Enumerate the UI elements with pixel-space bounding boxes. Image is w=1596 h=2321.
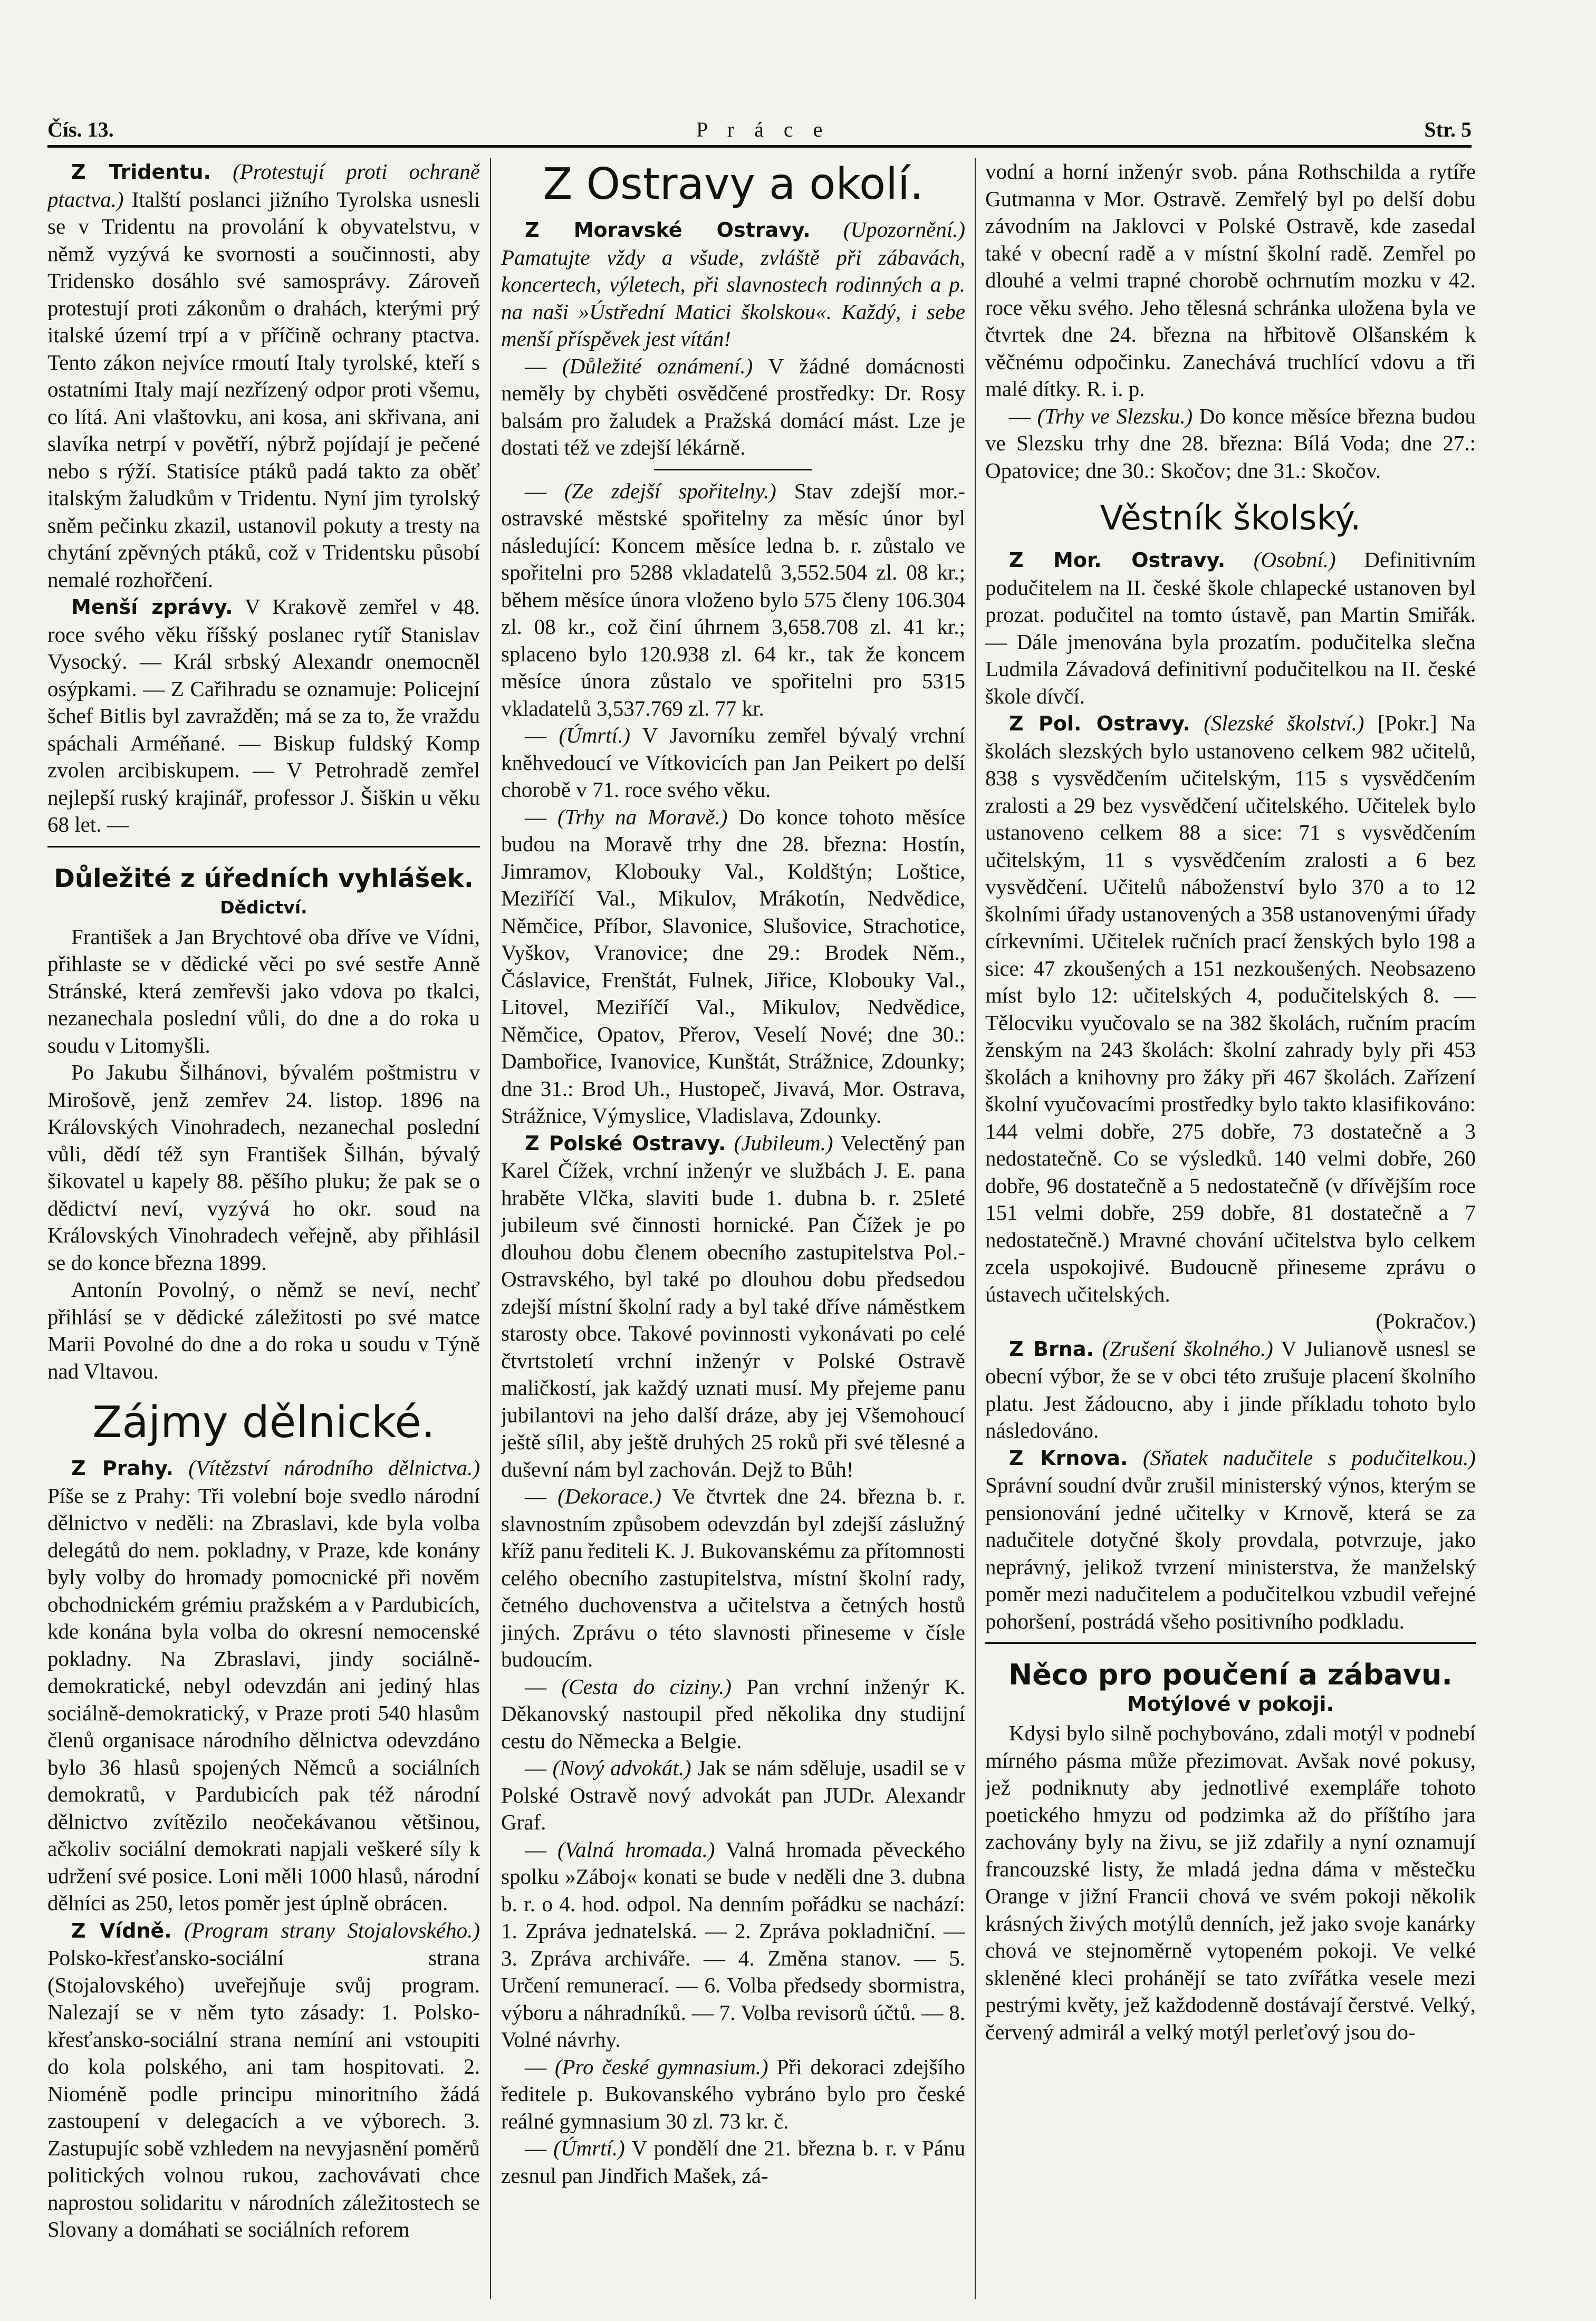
article-subtitle: (Vítězství národního dělnictva.) [188,1456,480,1480]
article-lead: Z Pol. Ostravy. [1009,712,1190,735]
page-number: Str. 5 [1424,118,1472,141]
article-subtitle: (Sňatek nadučitele s podučitelkou.) [1142,1445,1476,1470]
column-2 [501,158,965,2299]
page-header [47,113,1472,148]
article-text: [Pokr.] Na školách slezských bylo ustanoveno celkem 982 učitelů, 838 s vysvědčením učitelským, 115 s vysvědčením zralosti a 29 bez vysvědčení učitelského. Učitelek bylo ustanoveno celkem 88 a sice: 71 s vysvědčením učitelským, 11 s vysvědčením zralosti a 6 bez vysvědčení. Učitelů náboženství bylo 370 a to 12 školními úřady ustanovených a 358 ustanovenými úřady církevními. Učitelek ručních prací ženských bylo 198 a sice: 47 zkoušených a 151 nezkoušených. Neobsazeno míst bylo 12: učitelských 4, podučitelských 8. — Tělocviku vyučovalo se na 382 školách, ručním pracím ženským na 243 školách: školní zahrady byly při 453 školách a knihovny pro žáky při 467 školách. Zařízení školní vyučovacími prostředky bylo takto klasifikováno: 144 velmi dobře, 275 dobře, 73 dostatečně a 3 nedostatečně. Co se výsledků. 140 velmi dobře, 260 dobře, 96 dostatečně a 5 nedostatečně (v dřívějším roce 151 velmi dobře, 259 dobře, 81 dostatečně a 7 nedostatečně.) Mravné chování učitelstva bylo celkem zcela uspokojivé. Budoucně přineseme zprávu o ústavech učitelských. [985,711,1476,1306]
article-text: V Krakově zemřel v 48. roce svého věku říšský poslanec rytíř Stanislav Vysocký. — Král srbský Alexandr onemocněl osýpkami. — Z Cařihradu se oznamuje: Policejní šchef Bitlis byl zavražděn; má se za to, že vraždu spáchali Arméňané. — Biskup fuldský Komp zvolen arcibiskupem. — V Petrohradě zemřel nejlepší ruský krajinář, professor J. Šiškin u věku 68 let. — [47,594,480,836]
article-trhy: — (Trhy na Moravě.) Do konce tohoto měsíce budou na Moravě trhy dne 28. března: Hostín, Jimramov, Klobouky Val., Koldštýn; Loštice, Meziříčí Val., Mikulov, Mrákotín, Nedvědice, Němčice, Příbor, Slavonice, Slušovice, Strachotice, Vyškov, Vranovice; dne 29.: Brodek Něm., Čáslavice, Frenštát, Fulnek, Jiřice, Klobouky Val., Litovel, Meziříčí Val., Mikulov, Nedvědice, Němčice, Opatov, Přerov, Veselí Nové; dne 30.: Dambořice, Ivanovice, Kunštát, Strážnice, Zdounky; dne 31.: Brod Uh., Hustopeč, Jivavá, Mor. Ostrava, Strážnice, Výmyslice, Vladislava, Zdounky. [501,804,965,1128]
column-rule [490,158,491,2299]
article-lead: Z Mor. Ostravy. [1009,548,1226,572]
article-subtitle: (Ze zdejší spořitelny.) [564,478,776,503]
article-oznameni: — (Důležité oznámení.) V žádné domácnosti neměly by chyběti osvědčené prostředky: Dr. Rosy balsám pro žaludek a Pražská domácí mást. Lze je dostati též ve zdejší lékárně. [501,353,965,459]
article-subtitle: (Osobní.) [1253,547,1336,572]
article-tridentu [47,158,480,593]
article-lead: Z Tridentu. [71,160,211,184]
article-text: Velectěný pan Karel Čížek, vrchní inženýr ve službách J. E. pana hraběte Vlčka, slaviti bude 1. dubna b. r. 25leté jubileum své činnosti hornické. Pan Čížek je po dlouhou dobu členem obecního zastupitelstva Pol.-Ostravského, byl také po dlouhou dobu předsedou zdejší místní školní rady a byl také dříve náměstkem starosty obce. Takové povinnosti vykonávati po celé čtvrtstoletí vrchní inženýr v Polské Ostravě maličkostí, jak každý uznati musí. My přejeme panu jubilantovi na jeho další dráze, aby jej Všemohoucí ještě sílil, aby ještě druhých 25 roků při své tělesné a duševní nám byl zachován. Dejž to Bůh! [501,1130,965,1481]
article-text: Jak se nám sděluje, usadil se v Polské Ostravě nový advokát pan JUDr. Alexandr Graf. [501,1756,965,1834]
article-subtitle: (Program strany Stojalovského.) [184,1918,480,1942]
article-trhy-slezsko: — (Trhy ve Slezsku.) Do konce měsíce března budou ve Slezsku trhy dne 28. března: Bílá Voda; dne 27.: Opatovice; dne 30.: Skočov; dne 31.: Skočov. [985,403,1476,483]
article-mor-ostravy-skol [985,546,1476,710]
article-subtitle: (Úmrtí.) [559,723,630,747]
column-3 [985,158,1476,2299]
article-subtitle: (Důležité oznámení.) [562,353,753,378]
article-text: Do konce tohoto měsíce budou na Moravě trhy dne 28. března: Hostín, Jimramov, Klobouky Val., Koldštýn; Loštice, Meziříčí Val., Mikulov, Mrákotín, Nedvědice, Němčice, Příbor, Slavonice, Slušovice, Strachotice, Vyškov, Vranovice; dne 29.: Brodek Něm., Čáslavice, Frenštát, Fulnek, Jiřice, Klobouky Val., Litovel, Meziříčí Val., Mikulov, Nedvědice, Němčice, Opatov, Přerov, Veselí Nové; dne 30.: Dambořice, Ivanovice, Kunštát, Strážnice, Zdounky; dne 31.: Brod Uh., Hustopeč, Jivavá, Mor. Ostrava, Strážnice, Výmyslice, Vladislava, Zdounky. [501,804,965,1128]
article-umrti-2: — (Úmrtí.) V pondělí dne 21. března b. r. v Pánu zesnul pan Jindřich Mašek, zá- [501,2136,965,2188]
paragraph: Antonín Povolný, o němž se neví, nechť přihlásí se v dědické záležitosti po své matce Marii Povolné do dne a do roka u soudu v Týně nad Vltavou. [47,1277,480,1383]
section-heading-uredni: Důležité z úředních vyhlášek. [54,863,474,893]
issue-number: Čís. 13. [47,118,114,141]
article-mor-ostravy [501,216,965,353]
divider [654,469,812,470]
paragraph: Kdysi bylo silně pochybováno, zdali motýl v podnebí mírného pásma může přezimovat. Avšak nové pokusy, jež podniknuty aby jednotlivé exempláře tohoto poetického hmyzu od podzimka až do příštího jara zachovány byly na živu, se již zdařily a nyní oznamují francouzské listy, že mladá jedna dáma v městečku Orange v jižní Francii chová ve svém pokoji několik krásných živých motýlů denních, jež jako svoje kanárky chová ve stejnoměrně vytopeném pokoji. Ve velké skleněné kleci prohánějí se tato zvířátka vesele mezi pestrými květy, jež každodenně dostávají čerstvé. Velký, červený admirál a velký motýl perleťový jsou do- [985,1721,1476,2044]
article-text: (Upozornění.) Pamatujte vždy a všude, zvláště při zábavách, koncertech, výletech, při slavnostech rodinných a p. na naši »Ústřední Matici školskou«. Každý, i sebe menší příspěvek jest vítán! [501,217,965,351]
article-lead: Menší zprávy. [71,595,233,619]
paragraph: Po Jakubu Šilhánovi, bývalém poštmistru v Mirošově, jenž zemřev 24. listop. 1896 na Královských Vinohradech, nezanechal poslední vůli, dědí též syn František Šilhán, bývalý šikovatel u kapely 88. pěšího pluku; že pak se o dědictví neví, vyzývá ho okr. soud na Královských Vinohradech veřejně, aby přihlásil se do konce března 1899. [47,1060,480,1275]
article-text: Při dekoraci zdejšího ředitele p. Bukovanského vybráno bylo pro české reálné gymnasium 30 zl. 73 kr. č. [501,2054,965,2133]
continued-note: (Pokračov.) [1376,1309,1476,1333]
article-lead: Z Moravské Ostravy. [525,218,811,242]
paragraph: František a Jan Brychtové oba dříve ve Vídni, přihlaste se v dědické věci po své sestře Anně Stránské, která zemřevši jako vdova po tkalci, nezanechala poslední vůli, do dne a do roka u soudu v Litomyšli. [47,924,480,1057]
article-cesta: — (Cesta do ciziny.) Pan vrchní inženýr K. Děkanovský nastoupil před několika dny studijní cestu do Německa a Belgie. [501,1674,965,1753]
article-subtitle: (Valná hromada.) [557,1837,715,1862]
article-text: V Julianově usnesl se obecní výbor, že se v obci této zrušuje placení školního platu. Jest žádoucno, aby i jinde příkladu tohoto bylo následováno. [985,1336,1476,1442]
column-1 [47,158,480,2299]
article-brna [985,1335,1476,1444]
article-mensi-zpravy [47,593,480,839]
subheading-dedictvi: Dědictví. [220,897,307,918]
article-text: Správní soudní dvůr zrušil ministerský výnos, kterým se pensionování jedné učitelky v Krnově, která se za nadučitele dotyčné školy provdala, potvrzuje, jako neprávný, jelikož tvrzení ministerstva, že manželský poměr mezi nadučitelem a podučitelkou vzbudil veřejné pohoršení, postrádá všeho positivního podkladu. [985,1473,1476,1633]
article-polske-ostravy [501,1130,965,1484]
column-rule [975,158,976,2299]
article-umrti: — (Úmrtí.) V Javorníku zemřel bývalý vrchní kněhvedoucí ve Vítkovicích pan Jan Peikert po delší chorobě v 71. roce svého věku. [501,723,965,802]
article-text: Stav zdejší mor.-ostravské městské spořitelny za měsíc únor byl následující: Koncem měsíce ledna b. r. zůstalo ve spořitelni pro 5288 vkladatelů 3,552.504 zl. 08 kr.; během měsíce února vloženo bylo 575 členy 106.304 zl. 08 kr., což činí úhrnem 3,658.708 zl. 41 kr.; splaceno bylo 120.938 zl. 64 kr., tak že koncem měsíce února zůstalo ve spořitelni pro 5315 vkladatelů 3,537.769 zl. 77 kr. [501,478,965,720]
article-subtitle: (Protestují proti ochraně ptactva.) [47,159,480,211]
paper-title: P r á c e [696,118,830,141]
section-heading-neco: Něco pro poučení a zábavu. [1008,1658,1453,1691]
article-text: Polsko-křesťansko-sociální strana (Stojalovského) uveřejňuje svůj program. Nalezají se v něm tyto zásady: 1. Polsko-křesťansko-sociální strana nemíní ani vstoupiti do kola polského, ani tam hospitovati. 2. Nioméně podle principu minoritního žádá zastoupení v delegacích a ve výborech. 3. Zastupujíc sobě vzhledem na nevyjasnění poměrů politických volnou rukou, zachovávati chce naprostou solidaritu v národních záležitostech se Slovany a domáhati se sociálních reforem [47,1946,480,2241]
divider [47,846,480,847]
article-subtitle: (Zrušení školného.) [1102,1336,1273,1361]
article-subtitle: (Dekorace.) [557,1484,661,1508]
article-lead: Z Brna. [1009,1337,1094,1361]
article-subtitle: (Nový advokát.) [552,1756,691,1780]
article-text: Italští poslanci jižního Tyrolska usnesli se v Tridentu na provolání k obyvatelstvu, v němž vyzývá ke svornosti a součinnosti, aby Tridensko dosáhlo své samosprávy. Zároveň protestují proti zákonům o drahách, kterými prý italské území trpí a v příčině ochrany ptactva. Tento zákon nejvíce rmoutí Italy tyrolské, kteří s ostatními Italy mají nezřízený odpor proti všemu, co lítá. Ani vlaštovku, ani kosa, ani skřivana, ani slavíka netrpí v povětří, nýbrž pojídají je pečené nebo s rýží. Statisíce ptáků padá takto za oběť italským žaludkům v Tridentu. Nyní jim tyrolský sněm pečinku zkazil, ustanovil pokuty a tresty na chytání zpěvných ptáků, což v Tridentsku působí nemalé rozhořčení. [47,187,480,592]
section-heading-ostrava: Z Ostravy a okolí. [543,159,924,209]
article-vidne [47,1917,480,2243]
article-sporitelna: — (Ze zdejší spořitelny.) Stav zdejší mor.-ostravské městské spořitelny za měsíc únor byl následující: Koncem měsíce ledna b. r. zůstalo ve spořitelni pro 5288 vkladatelů 3,552.504 zl. 08 kr.; během měsíce února vloženo bylo 575 členy 106.304 zl. 08 kr., což činí úhrnem 3,658.708 zl. 41 kr.; splaceno bylo 120.938 zl. 64 kr., tak že koncem měsíce února zůstalo ve spořitelni pro 5315 vkladatelů 3,537.769 zl. 77 kr. [501,478,965,720]
article-lead: Z Krnova. [1009,1446,1128,1470]
article-lead: Z Vídně. [71,1919,172,1942]
article-gymnasium: — (Pro české gymnasium.) Při dekoraci zdejšího ředitele p. Bukovanského vybráno bylo pro české reálné gymnasium 30 zl. 73 kr. č. [501,2054,965,2133]
article-dekorace: — (Dekorace.) Ve čtvrtek dne 24. března b. r. slavnostním způsobem odevzdán byl zdejší záslužný kříž panu řediteli K. J. Bukovanskému za přítomnosti celého obecního zastupitelstva, místní školní rady, četného duchovenstva a učitelstva a četných hostů jiných. Zprávu o této slavnosti přineseme v čísle budoucím. [501,1484,965,1671]
paragraph-continued: vodní a horní inženýr svob. pána Rothschilda a rytíře Gutmanna v Mor. Ostravě. Zemřelý byl po delší dobu závodním na Jaklovci v Polské Ostravě, kde zasedal také v obecní radě a v místní školní radě. Zemřel po dlouhé a velmi trapné chorobě ochrnutím mozku v 42. roce věku svého. Jeho tělesná schránka uložena byla ve čtvrtek dne 24. března na hřbitově Olšanském k věčnému odpočinku. Zanechává truchlící vdovu a tři malé dítky. R. i. p. [985,159,1476,401]
article-text: Definitivním podučitelem na II. české škole chlapecké ustanoven byl prozat. podučitel na tomto ústavě, pan Martin Smiřák. — Dále jmenována byla prozatím. podučitelka slečna Ludmila Závadová definitivní podučitelkou na II. české škole dívčí. [985,547,1476,708]
article-prahy [47,1455,480,1917]
article-subtitle: (Úmrtí.) [553,2136,625,2160]
article-subtitle: (Pro české gymnasium.) [554,2054,768,2079]
article-text: V žádné domácnosti neměly by chyběti osvědčené prostředky: Dr. Rosy balsám pro žaludek a Pražská domácí mást. Lze je dostati též ve zdejší lékárně. [501,353,965,459]
article-text: V Javorníku zemřel bývalý vrchní kněhvedoucí ve Vítkovicích pan Jan Peikert po delší chorobě v 71. roce svého věku. [501,723,965,802]
subheading-motyl: Motýlové v pokoji. [1127,1692,1334,1716]
section-heading-vestnik: Věstník školský. [1100,499,1361,538]
article-lead: Z Prahy. [71,1457,174,1480]
article-pol-ostravy-skol [985,710,1476,1308]
article-valna-hromada: — (Valná hromada.) Valná hromada pěveckého spolku »Záboj« konati se bude v neděli dne 3. dubna b. r. o 4. hod. odpol. Na denním pořádku se nachází: 1. Zpráva jednatelská. — 2. Zpráva pokladniční. — 3. Zpráva archiváře. — 4. Změna stanov. — 5. Určení remunerací. — 6. Volba předsedy sbormistra, výboru a náhradníků. — 7. Volba revisorů účtů. — 8. Volné návrhy. [501,1837,965,2052]
article-text: Píše se z Prahy: Tři volební boje svedlo národní dělnictvo v neděli: na Zbraslavi, kde byla volba delegátů do nem. pokladny, v Praze, kde konány byly volby do hromady pomocnické při nověm obchodnickém grémiu pražském a v Pardubicích, kde konána byla volba do okresní nemocenské pokladny. Na Zbraslavi, jindy sociálně-demokratické, nebyl odevzdán ani jediný hlas sociálně-demokratický, v Praze proti 540 hlasům členů organisace národního dělnictva odevzdáno bylo 36 hlasů spojených Němců a sociálních demokratů, v Pardubicích pak též národní dělnictvo zvítězilo neočekávanou většinou, ačkoliv sociální demokrati napjali veškeré síly k udržení své posice. Loni měli 1000 hlasů, národní dělníci as 250, letos poměr jest úplně obrácen. [47,1483,480,1915]
article-text: V pondělí dne 21. března b. r. v Pánu zesnul pan Jindřich Mašek, zá- [501,2136,965,2188]
article-krnova [985,1444,1476,1635]
article-subtitle: (Trhy na Moravě.) [557,804,728,829]
divider [985,1642,1476,1644]
article-text: Pan vrchní inženýr K. Děkanovský nastoupil před několika dny studijní cestu do Německa a Belgie. [501,1674,965,1753]
article-lead: Z Polské Ostravy. [525,1131,726,1155]
section-heading-zajmy: Zájmy dělnické. [92,1398,435,1448]
article-subtitle: (Slezské školství.) [1204,711,1364,735]
article-advokat: — (Nový advokát.) Jak se nám sděluje, usadil se v Polské Ostravě nový advokát pan JUDr. Alexandr Graf. [501,1756,965,1834]
article-subtitle: (Cesta do ciziny.) [561,1674,732,1699]
article-text: Valná hromada pěveckého spolku »Záboj« konati se bude v neděli dne 3. dubna b. r. o 4. hod. odpol. Na denním pořádku se nachází: 1. Zpráva jednatelská. — 2. Zpráva pokladniční. — 3. Zpráva archiváře. — 4. Změna stanov. — 5. Určení remunerací. — 6. Volba předsedy sbormistra, výboru a náhradníků. — 7. Volba revisorů účtů. — 8. Volné návrhy. [501,1837,965,2052]
article-subtitle: (Jubileum.) [734,1130,833,1155]
article-text: Do konce měsíce března budou ve Slezsku trhy dne 28. března: Bílá Voda; dne 27.: Opatovice; dne 30.: Skočov; dne 31.: Skočov. [985,403,1476,483]
article-subtitle: (Trhy ve Slezsku.) [1037,403,1193,428]
article-text: Ve čtvrtek dne 24. března b. r. slavnostním způsobem odevzdán byl zdejší záslužný kříž panu řediteli K. J. Bukovanskému za přítomnosti celého obecního zastupitelstva, místní školní rady, četného duchovenstva a učitelstva a četných hostů jiných. Zprávu o této slavnosti přineseme v čísle budoucím. [501,1484,965,1671]
